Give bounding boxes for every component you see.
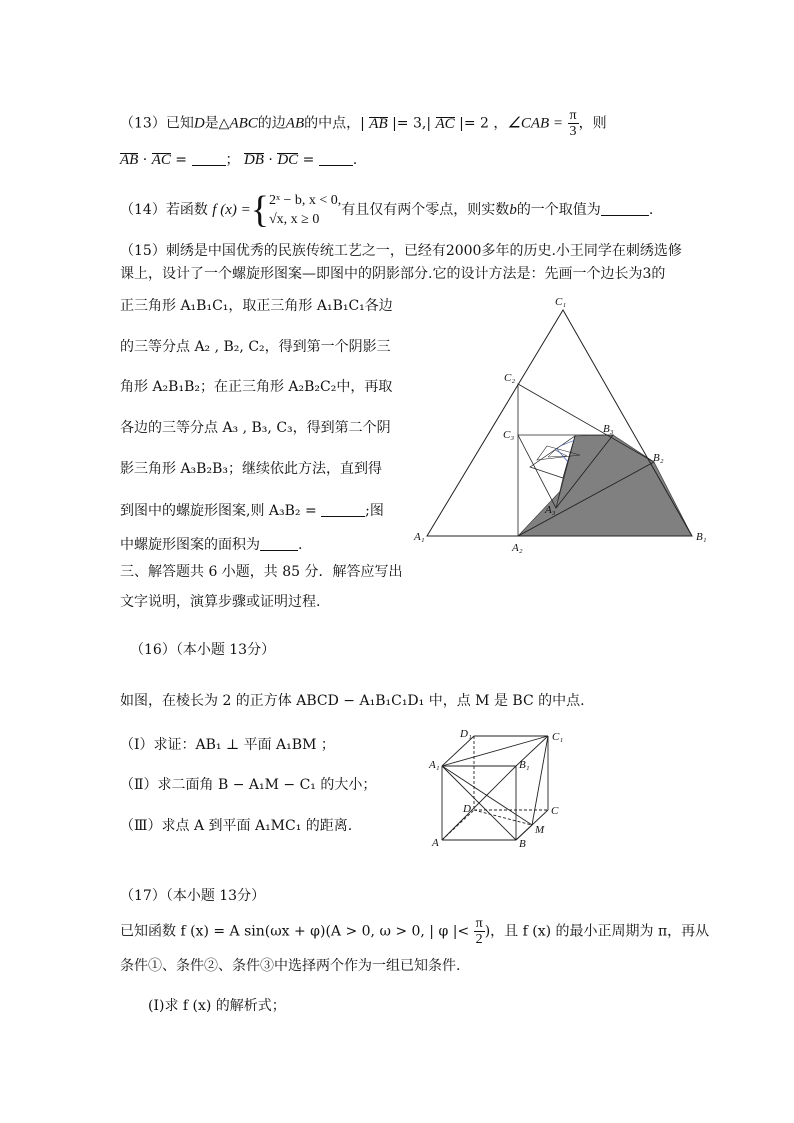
cube-label-B1: B₁: [519, 759, 530, 771]
q15-line9: [120, 535, 302, 555]
q13-text: 的边: [257, 115, 286, 132]
section3-line1: 三、解答题共 6 小题，共 85 分．解答应写出: [120, 564, 403, 580]
q13-vector-AB: AB: [120, 152, 139, 168]
q13-angle: ∠CAB =: [507, 115, 564, 132]
q13-vector-AC: AC: [151, 152, 171, 168]
answer-blank: [192, 151, 226, 166]
q14-b: b: [509, 202, 517, 218]
label-B3: B₃: [603, 423, 614, 435]
answer-blank: [260, 536, 298, 551]
q16-part2: （Ⅱ）求二面角 B − A₁M − C₁ 的大小；: [120, 777, 377, 793]
q13-fraction: [568, 108, 579, 139]
q14-text: 的一个取值为: [516, 202, 601, 218]
q15-line3: 正三角形 A₁B₁C₁，取正三角形 A₁B₁C₁各边: [120, 298, 393, 314]
cube-label-M: M: [535, 824, 545, 836]
segment-D-M: [474, 810, 532, 825]
q14-piecewise: [269, 191, 341, 229]
q13-line2: [120, 150, 357, 170]
q14-text: 若函数: [165, 202, 208, 218]
q13-line1: [120, 108, 607, 139]
q15-line7: 影三角形 A₃B₂B₃；继续依此方法，直到得: [120, 461, 382, 477]
label-A1: A₁: [414, 531, 425, 543]
q15-text: 到图中的螺旋形图案,则 A₃B₂ =: [120, 503, 322, 519]
q13-text: 的中点，: [304, 115, 361, 132]
q16-part1: （Ⅰ）求证：AB₁ ⊥ 平面 A₁BM ；: [120, 737, 335, 753]
q15-text: 中螺旋形图案的面积为: [120, 537, 260, 553]
q15-line8: [120, 501, 384, 521]
q17-line2: 条件①、条件②、条件③中选择两个作为一组已知条件.: [120, 958, 461, 974]
label-C1: C₁: [555, 296, 567, 308]
fraction-denominator: 2: [475, 932, 483, 947]
q15-line2: 课上，设计了一个螺旋形图案—即图中的阴影部分.它的设计方法是：先画一个边长为3的: [120, 266, 666, 282]
q13-semicolon: ；: [225, 152, 240, 168]
label-B2: B₂: [653, 452, 664, 464]
q13-vector-DC: DC: [277, 152, 299, 168]
label-B1: B₁: [696, 531, 707, 543]
piecewise-brace: {: [250, 189, 269, 231]
q13-text: 已知: [165, 115, 194, 132]
piecewise-case-1: 2ˣ − b, x < 0,: [268, 193, 342, 208]
q13-text: 是△: [204, 115, 230, 132]
section3-line2: 文字说明，演算步骤或证明过程.: [120, 594, 321, 610]
spiral-triangle-figure: [408, 292, 714, 554]
q13-vector-AB: AB: [369, 115, 388, 132]
q13-eq: |= 2 ，: [454, 115, 508, 132]
piecewise-case-2: √x, x ≥ 0: [268, 212, 320, 227]
cube-label-B: B: [519, 838, 526, 850]
cube-label-C1: C₁: [552, 731, 564, 743]
q15-text: ;图: [365, 503, 384, 519]
q17-heading: （17）（本小题 13分）: [120, 888, 266, 904]
q13-eq: =: [170, 152, 192, 168]
q16-intro: 如图，在棱长为 2 的正方体 ABCD − A₁B₁C₁D₁ 中，点 M 是 BC 的中点.: [120, 693, 585, 709]
triangle-6: [548, 450, 567, 457]
q13-ABC: ABC: [229, 115, 258, 132]
q15-line6: 各边的三等分点 A₃ , B₃, C₃，得到第二个阴: [120, 420, 391, 436]
q17-line3: (Ⅰ)求 f (x) 的解析式；: [148, 998, 286, 1014]
q13-AB: AB: [285, 115, 305, 132]
q13-eq: |= 3,|: [387, 115, 436, 132]
cube-label-A1: A₁: [429, 759, 440, 771]
q14-function: f (x) =: [212, 202, 251, 218]
answer-blank: [319, 151, 353, 166]
q14-period: .: [648, 202, 654, 218]
answer-blank: [601, 201, 649, 216]
fraction-denominator: 3: [569, 124, 577, 139]
q13-vector-AC: AC: [435, 115, 455, 132]
q13-dot: ·: [263, 152, 278, 168]
q13-abs: |: [360, 115, 370, 132]
fraction-numerator: π: [475, 916, 483, 931]
cube-figure: [426, 725, 572, 851]
q16-heading: （16）（本小题 13分）: [130, 642, 276, 658]
q13-vector-DB: DB: [243, 152, 264, 168]
cube-label-D1: D₁: [460, 728, 472, 740]
label-C2: C₂: [504, 372, 516, 384]
q17-text: )，且 f (x) 的最小正周期为 π，再从: [484, 923, 710, 940]
label-C3: C₃: [503, 429, 515, 441]
q13-period: .: [352, 152, 358, 168]
q17-text: 已知函数 f (x) = A sin(ωx + φ)(A > 0, ω > 0, | φ |<: [120, 923, 470, 940]
q15-line1: （15）刺绣是中国优秀的民族传统工艺之一，已经有2000多年的历史.小王同学在刺绣选修: [120, 243, 682, 259]
q13-text: ，则: [578, 115, 607, 132]
q13-eq: =: [298, 152, 319, 168]
fraction-numerator: π: [569, 108, 577, 123]
segment-A1-M: [442, 766, 532, 825]
q15-line4: 的三等分点 A₂ , B₂, C₂，得到第一个阴影三: [120, 339, 391, 355]
q14-number: （14）: [120, 202, 166, 218]
q17-line1: [120, 916, 709, 947]
answer-blank: [321, 502, 365, 517]
q13-number: （13）: [120, 115, 166, 132]
q14-text: 有且仅有两个零点，则实数: [341, 202, 510, 218]
q17-fraction: [474, 916, 485, 947]
q16-part3: （Ⅲ）求点 A 到平面 A₁MC₁ 的距离.: [120, 818, 353, 834]
q14-line: [120, 188, 653, 232]
label-A3: A₃: [545, 504, 556, 516]
cube-label-D: D: [463, 803, 471, 815]
q13-D: D: [193, 115, 205, 132]
q15-text: .: [298, 537, 303, 553]
cube-label-C: C: [551, 805, 559, 817]
q15-line5: 角形 A₂B₁B₂；在正三角形 A₂B₂C₂中，再取: [120, 379, 393, 395]
cube-label-A: A: [432, 837, 439, 849]
label-A2: A₂: [512, 542, 523, 554]
q13-dot: ·: [138, 152, 152, 168]
